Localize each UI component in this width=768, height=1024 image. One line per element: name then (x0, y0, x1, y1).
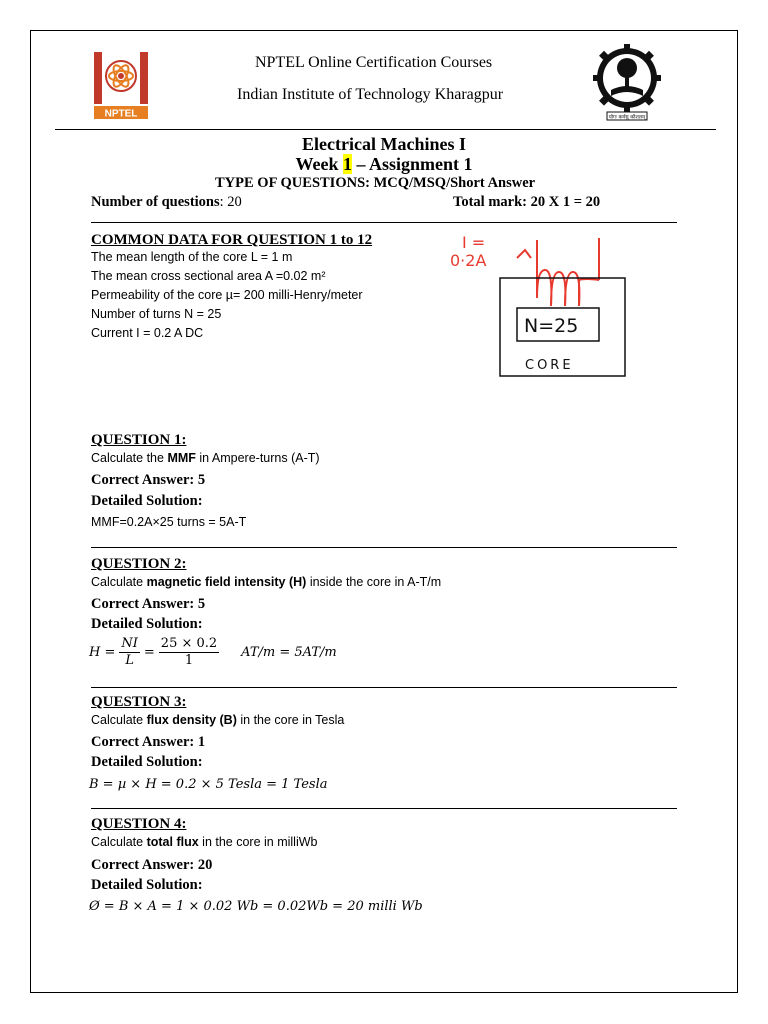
question-3-prompt (91, 713, 344, 727)
common-line-3: Permeability of the core µ= 200 milli-Henry/meter (91, 288, 363, 302)
sketch-arrow (517, 250, 531, 258)
question-2-heading: QUESTION 2: (91, 556, 187, 572)
question-3-solution-label: Detailed Solution: (91, 754, 203, 770)
common-line-1: The mean length of the core L = 1 m (91, 250, 293, 264)
q2-rhs: AT/m = 5AT/m (241, 645, 337, 660)
sketch-current-label-2: 0·2A (450, 251, 487, 270)
q2-equals: = (143, 645, 155, 660)
q3-prompt-pre: Calculate (91, 713, 147, 727)
question-2-solution (89, 636, 337, 669)
common-line-5: Current I = 0.2 A DC (91, 326, 204, 340)
separator-3 (91, 687, 677, 688)
header-line-2: Indian Institute of Technology Kharagpur (237, 86, 504, 103)
q1-prompt-bold: MMF (167, 451, 196, 465)
sketch-current-label-1: I = (462, 233, 486, 252)
question-3-solution: B = µ × H = 0.2 × 5 Tesla = 1 Tesla (89, 777, 328, 792)
sketch-turns-label: N=25 (524, 315, 579, 337)
common-line-4: Number of turns N = 25 (91, 307, 222, 321)
week-prefix: Week (295, 154, 343, 174)
header-rule (55, 129, 716, 130)
num-questions-value: : 20 (219, 194, 242, 210)
question-1-solution-label: Detailed Solution: (91, 493, 203, 509)
week-suffix: – Assignment 1 (351, 154, 473, 174)
q1-prompt-pre: Calculate the (91, 451, 168, 465)
question-types: TYPE OF QUESTIONS: MCQ/MSQ/Short Answer (215, 175, 536, 191)
q2-prompt-pre: Calculate (91, 575, 147, 589)
question-3-heading: QUESTION 3: (91, 694, 187, 710)
course-title: Electrical Machines I (302, 134, 466, 154)
q2-frac2-num: 25 × 0.2 (160, 636, 218, 651)
question-2-solution-label: Detailed Solution: (91, 616, 203, 632)
header-line-1: NPTEL Online Certification Courses (255, 54, 493, 71)
q4-prompt-post: in the core in milliWb (198, 835, 318, 849)
q4-prompt-pre: Calculate (91, 835, 147, 849)
number-of-questions (91, 194, 242, 211)
question-1-answer: Correct Answer: 5 (91, 472, 206, 488)
question-4-solution: Ø = B × A = 1 × 0.02 Wb = 0.02Wb = 20 milli Wb (89, 899, 423, 914)
q2-prompt-bold: magnetic field intensity (H) (146, 575, 307, 589)
separator-4 (91, 808, 677, 809)
nptel-logo-text: NPTEL (104, 108, 138, 120)
nptel-logo (92, 50, 150, 120)
question-1-heading: QUESTION 1: (91, 432, 187, 448)
q2-fraction-2 (159, 636, 219, 669)
week-title (0, 154, 768, 175)
q4-prompt-bold: total flux (146, 835, 199, 849)
question-3-answer: Correct Answer: 1 (91, 734, 206, 750)
q2-frac2-den: 1 (184, 653, 194, 668)
question-1-solution: MMF=0.2A×25 turns = 5A-T (91, 515, 247, 529)
question-2-prompt (91, 575, 441, 589)
iit-kgp-logo-motto: योगः कर्मसु कौशलम् (608, 114, 646, 121)
q1-prompt-post: in Ampere-turns (A-T) (195, 451, 320, 465)
question-2-answer: Correct Answer: 5 (91, 596, 206, 612)
question-4-answer: Correct Answer: 20 (91, 857, 213, 873)
separator-2 (91, 547, 677, 548)
q3-prompt-bold: flux density (B) (146, 713, 237, 727)
q3-prompt-post: in the core in Tesla (236, 713, 345, 727)
num-questions-label: Number of questions (91, 194, 220, 210)
separator-1 (91, 222, 677, 223)
week-number: 1 (342, 154, 352, 174)
core-sketch (445, 228, 635, 383)
q2-fraction-1 (119, 636, 140, 669)
question-4-heading: QUESTION 4: (91, 816, 187, 832)
common-data-heading: COMMON DATA FOR QUESTION 1 to 12 (91, 232, 373, 248)
q2-lhs: H = (89, 645, 116, 660)
question-1-prompt (91, 451, 320, 465)
question-4-solution-label: Detailed Solution: (91, 877, 203, 893)
q2-frac1-den: L (125, 653, 134, 668)
sketch-coil (537, 270, 599, 306)
q2-prompt-post: inside the core in A-T/m (306, 575, 442, 589)
total-mark: Total mark: 20 X 1 = 20 (453, 194, 601, 210)
common-line-2: The mean cross sectional area A =0.02 m² (91, 269, 326, 283)
sketch-core-label: CORE (525, 358, 574, 373)
q2-frac1-num: NI (121, 636, 138, 651)
question-4-prompt (91, 835, 317, 849)
iit-kgp-logo (593, 42, 661, 122)
